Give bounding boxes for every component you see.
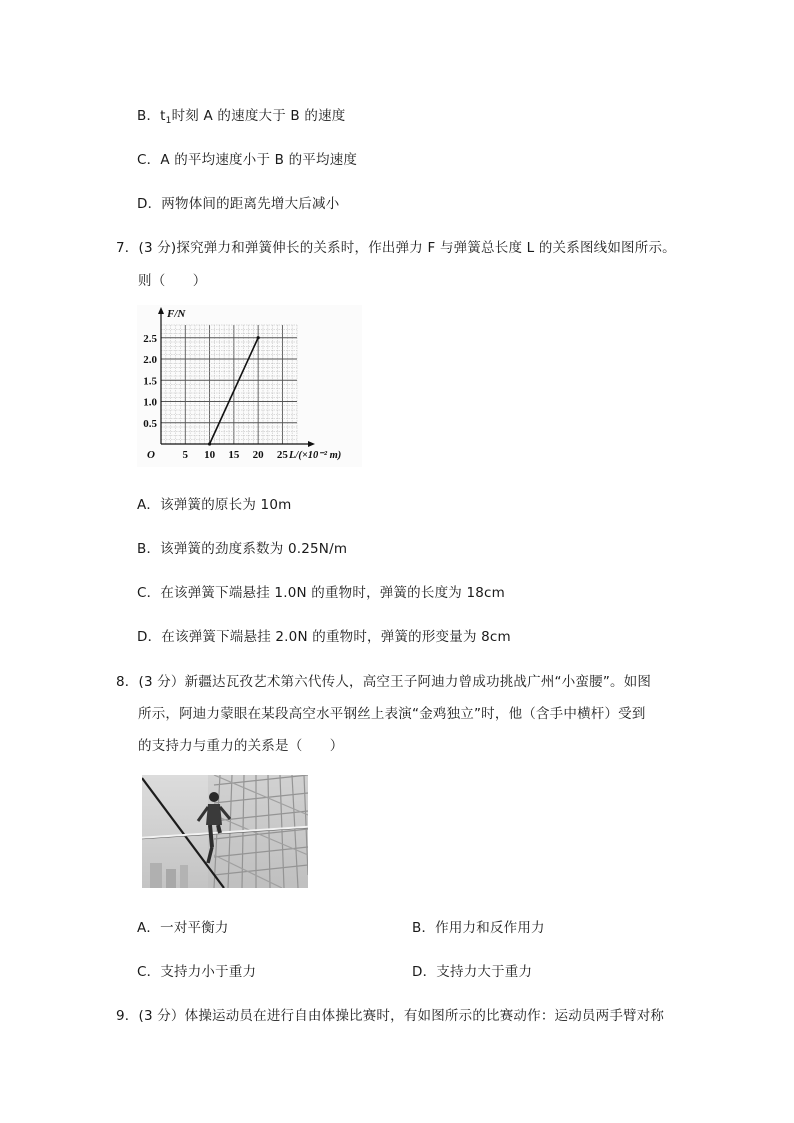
q8-option-d: D．支持力大于重力 [412,964,533,980]
x-tick-label: 20 [252,449,264,461]
q6-option-b-t: t [160,108,166,124]
q6-option-b-subscript: 1 [165,116,172,126]
x-tick-label: 5 [182,449,189,461]
q8-option-c: C．支持力小于重力 [137,964,257,980]
series-point [257,336,260,339]
q8-option-b: B．作用力和反作用力 [412,920,545,936]
q7-stem-line1: 7．(3 分)探究弹力和弹簧伸长的关系时，作出弹力 F 与弹簧总长度 L 的关系图线如图所示。 [116,240,676,256]
q8-stem-line1: 8．(3 分）新疆达瓦孜艺术第六代传人，高空王子阿迪力曾成功挑战广州“小蛮腰”。如图 [116,674,652,690]
q6-option-c: C．A 的平均速度小于 B 的平均速度 [137,152,358,168]
q7-stem-line2: 则（ ） [138,273,207,289]
q7-option-a: A．该弹簧的原长为 10m [137,497,292,513]
x-tick-label: 25 [276,449,288,461]
q8-stem-line2: 所示，阿迪力蒙眼在某段高空水平钢丝上表演“金鸡独立”时，他（含手中横杆）受到 [138,706,646,722]
y-axis-label: F/N [167,308,186,320]
q7-option-d: D．在该弹簧下端悬挂 2.0N 的重物时，弹簧的形变量为 8cm [137,629,511,645]
y-tick-label: 2.5 [143,332,157,345]
y-tick-label: 1.0 [143,396,157,409]
q8-stem-line3: 的支持力与重力的关系是（ ） [138,738,344,754]
q6-option-d: D．两物体间的距离先增大后减小 [137,196,340,212]
q7-option-b: B．该弹簧的劲度系数为 0.25N/m [137,541,348,557]
q6-option-b-text: 时刻 A 的速度大于 B 的速度 [171,108,346,124]
q9-stem-line1: 9．(3 分）体操运动员在进行自由体操比赛时，有如图所示的比赛动作：运动员两手臂对称 [116,1008,665,1024]
y-tick-label: 2.0 [143,354,157,366]
tightrope-walker-photo [142,775,308,888]
q7-option-c: C．在该弹簧下端悬挂 1.0N 的重物时，弹簧的长度为 18cm [137,585,506,601]
q7-force-length-chart [137,305,362,467]
origin-label: O [147,449,155,461]
q6-option-b [137,104,345,126]
x-tick-label: 15 [228,449,240,461]
x-tick-label: 10 [204,449,216,461]
x-axis-label: L/(×10⁻² m) [289,450,342,461]
q8-option-a: A．一对平衡力 [137,920,229,936]
y-tick-label: 0.5 [143,417,157,430]
q6-option-b-prefix: B． [137,108,161,124]
series-point [208,442,211,445]
y-tick-label: 1.5 [143,375,157,388]
